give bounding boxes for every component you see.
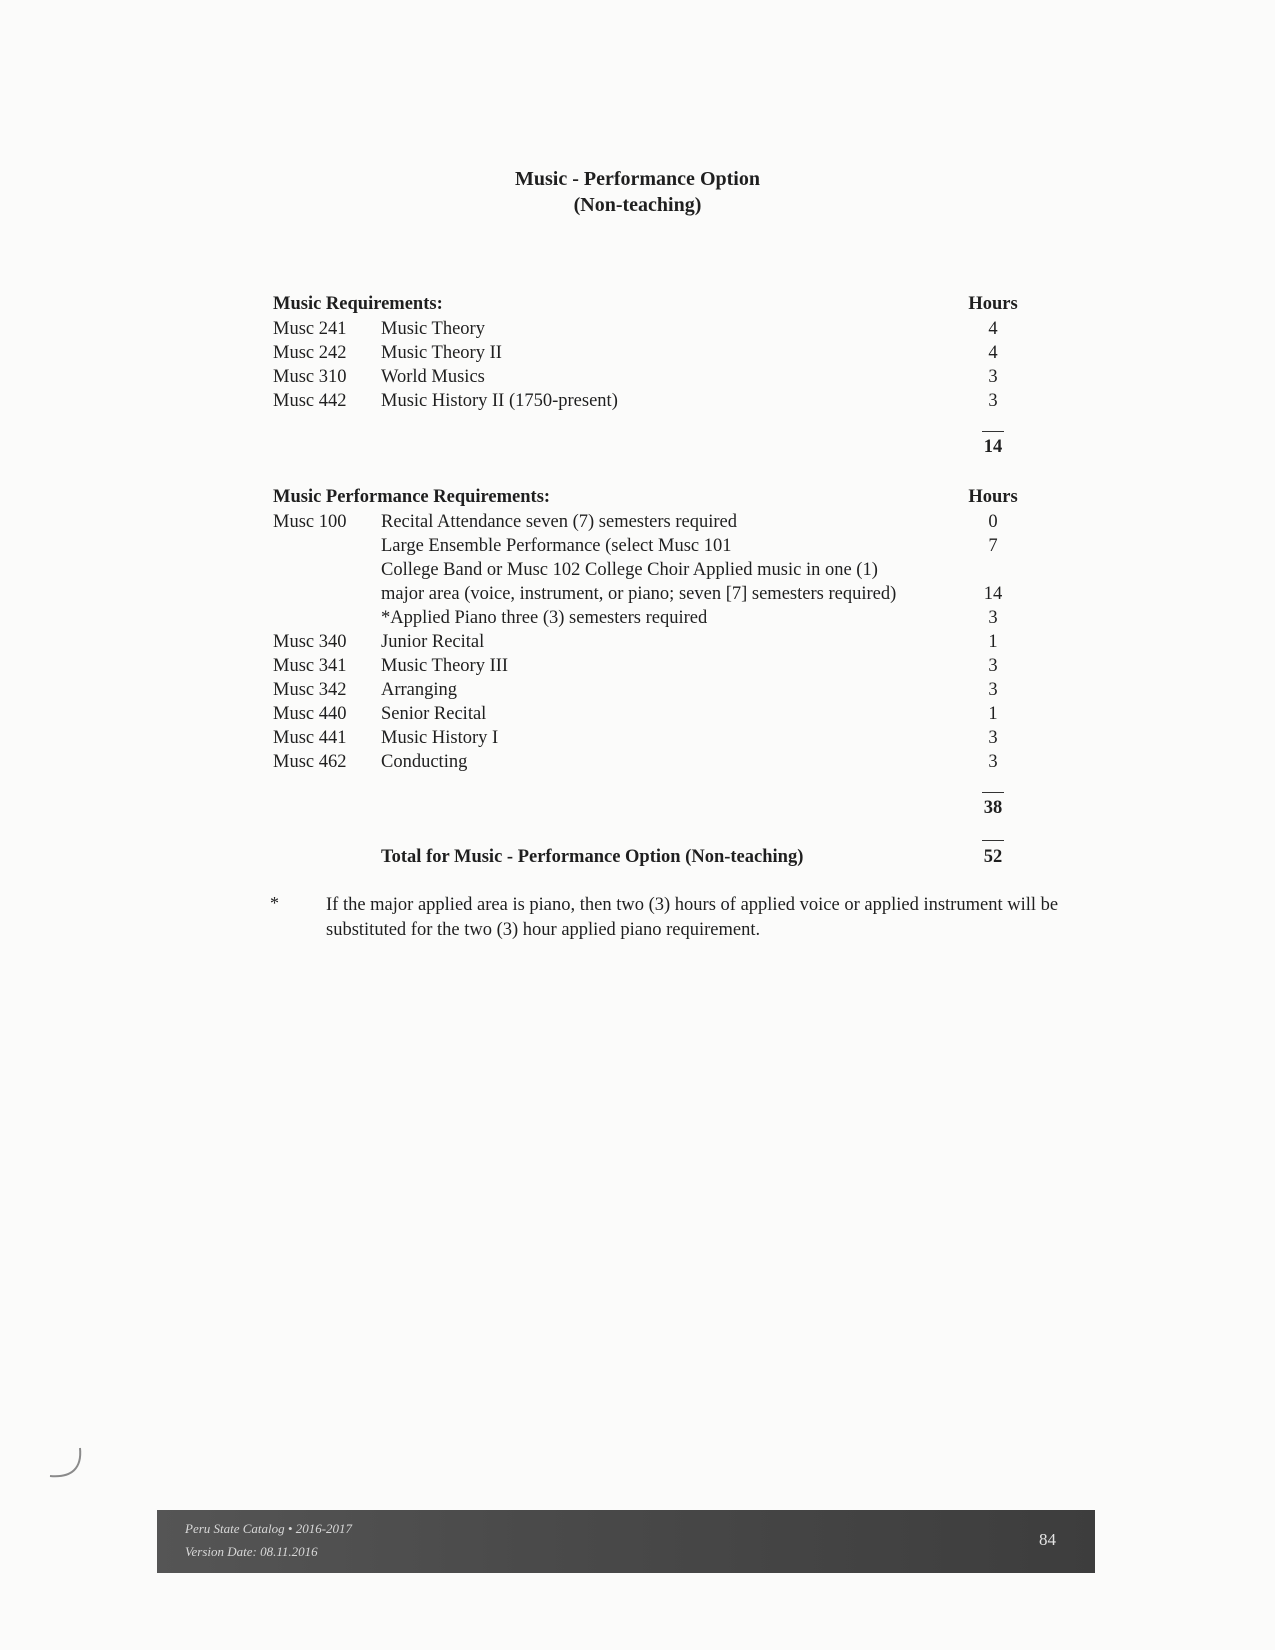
subtotal-rule — [982, 431, 1004, 432]
course-hours: 1 — [988, 704, 998, 724]
course-title: Recital Attendance seven (7) semesters required — [381, 512, 737, 532]
course-title: Music History II (1750-present) — [381, 391, 618, 411]
course-title: major area (voice, instrument, or piano; seven [7] semesters required) — [381, 584, 897, 604]
grand-total-rule — [982, 840, 1004, 841]
footer-catalog: Peru State Catalog • 2016-2017 — [185, 1521, 353, 1536]
grand-total-value: 52 — [983, 847, 1003, 867]
page-number: 84 — [1039, 1530, 1056, 1549]
table-row — [0, 726, 1275, 750]
music-requirements-subtotal: 14 — [983, 437, 1003, 457]
course-hours: 3 — [988, 752, 998, 772]
page-footer — [157, 1510, 1095, 1573]
course-title: Music Theory III — [381, 656, 509, 676]
course-code: Musc 341 — [273, 656, 347, 676]
table-row — [0, 678, 1275, 702]
course-title: Arranging — [381, 680, 458, 700]
course-code: Musc 340 — [273, 632, 347, 652]
course-code: Musc 310 — [273, 367, 347, 387]
course-title: Conducting — [381, 752, 468, 772]
course-hours: 4 — [988, 319, 998, 339]
table-row — [0, 702, 1275, 726]
course-hours: 3 — [988, 680, 998, 700]
table-row — [0, 534, 1275, 558]
table-row — [0, 750, 1275, 774]
table-row — [0, 510, 1275, 534]
course-hours: 3 — [988, 367, 998, 387]
footer-version: Version Date: 08.11.2016 — [185, 1544, 318, 1559]
course-title: *Applied Piano three (3) semesters required — [381, 608, 708, 628]
table-row — [0, 558, 1275, 582]
course-code: Musc 441 — [273, 728, 347, 748]
course-hours: 3 — [988, 608, 998, 628]
course-title: College Band or Musc 102 College Choir Applied music in one (1) — [381, 560, 878, 580]
course-code: Musc 242 — [273, 343, 347, 363]
page-title: Music - Performance Option — [515, 168, 760, 190]
table-row — [0, 365, 1275, 389]
music-requirements-hours-heading: Hours — [968, 294, 1018, 314]
performance-requirements-subtotal: 38 — [983, 798, 1003, 818]
course-code: Musc 442 — [273, 391, 347, 411]
table-row — [0, 582, 1275, 606]
table-row — [0, 630, 1275, 654]
course-title: Music History I — [381, 728, 499, 748]
performance-requirements-hours-heading: Hours — [968, 487, 1018, 507]
table-row — [0, 389, 1275, 413]
course-title: Senior Recital — [381, 704, 487, 724]
course-code: Musc 440 — [273, 704, 347, 724]
footnote-marker: * — [270, 893, 279, 913]
course-title: Large Ensemble Performance (select Musc 101 — [381, 536, 732, 556]
subtotal-rule — [982, 792, 1004, 793]
table-row — [0, 317, 1275, 341]
course-hours: 1 — [988, 632, 998, 652]
course-code: Musc 241 — [273, 319, 347, 339]
course-code: Musc 342 — [273, 680, 347, 700]
course-hours: 4 — [988, 343, 998, 363]
course-title: Junior Recital — [381, 632, 485, 652]
course-hours: 14 — [983, 584, 1003, 604]
music-requirements-heading: Music Requirements: — [273, 294, 443, 314]
scan-mark — [38, 1440, 88, 1485]
course-hours: 3 — [988, 391, 998, 411]
table-row — [0, 341, 1275, 365]
course-hours: 0 — [988, 512, 998, 532]
page-subtitle: (Non-teaching) — [573, 194, 702, 216]
course-code: Musc 462 — [273, 752, 347, 772]
course-title: Music Theory — [381, 319, 485, 339]
course-hours: 7 — [988, 536, 998, 556]
footnote-text: If the major applied area is piano, then two (3) hours of applied voice or applied instrument will be substituted for the two (3) hour applied piano requirement. — [326, 895, 1059, 940]
course-hours: 3 — [988, 728, 998, 748]
performance-requirements-heading: Music Performance Requirements: — [273, 487, 551, 507]
course-title: Music Theory II — [381, 343, 502, 363]
grand-total-label: Total for Music - Performance Option (Non-teaching) — [381, 847, 804, 867]
table-row — [0, 606, 1275, 630]
table-row — [0, 654, 1275, 678]
course-hours: 3 — [988, 656, 998, 676]
course-title: World Musics — [381, 367, 485, 387]
course-code: Musc 100 — [273, 512, 347, 532]
